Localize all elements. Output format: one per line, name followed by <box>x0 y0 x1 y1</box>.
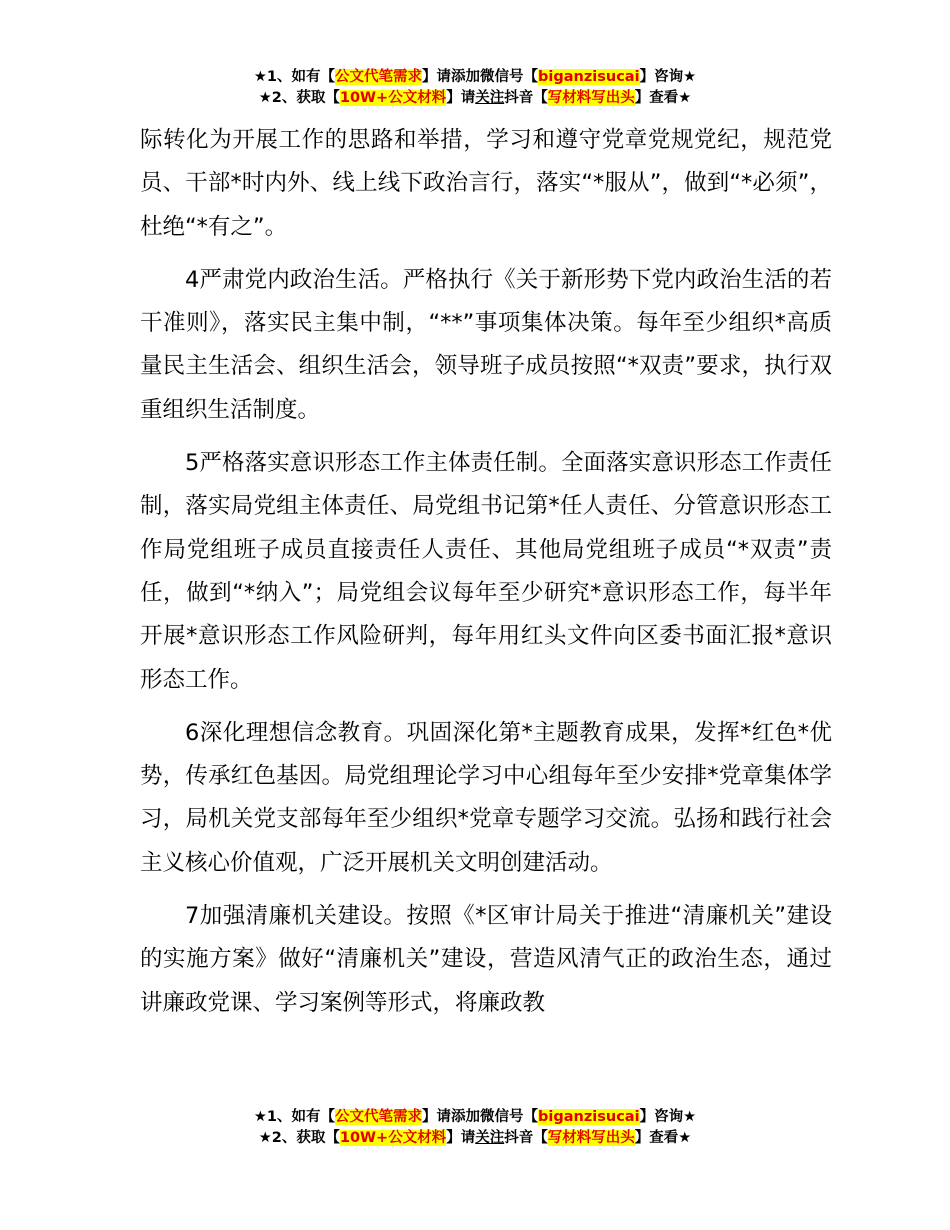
footer-highlight: 10W+公文材料 <box>339 1130 447 1146</box>
header-text: 】查看★ <box>634 90 692 106</box>
paragraph: 7加强清廉机关建设。按照《*区审计局关于推进“清廉机关”建设的实施方案》做好“清廉机关”建设，营造风清气正的政治生态，通过讲廉政党课、学习案例等形式，将廉政教 <box>140 903 832 1016</box>
header-underlined-text: 关注 <box>475 90 505 106</box>
header-wechat-id: biganzisucai <box>538 69 640 85</box>
footer-text: 】查看★ <box>634 1130 692 1146</box>
document-body <box>140 119 832 1035</box>
header-text: 】请添 <box>422 69 466 85</box>
footer-highlight: 公文代笔需求 <box>335 1109 423 1125</box>
footer-line-1 <box>0 1107 950 1128</box>
header-text: 】请 <box>446 90 476 106</box>
header-text: 微信号【 <box>480 69 539 85</box>
footer-text: 】咨询★ <box>639 1109 697 1125</box>
footer-text: ★2、获取【 <box>258 1130 340 1146</box>
header-highlight: 公文代笔需求 <box>335 69 423 85</box>
footer-text: 加 <box>465 1109 481 1125</box>
footer-wechat-id: biganzisucai <box>538 1109 640 1125</box>
footer-text: 】请添 <box>422 1109 466 1125</box>
header-highlight: 写材料写出头 <box>547 90 635 106</box>
footer-text: 抖音【 <box>504 1130 548 1146</box>
header-line-1 <box>0 67 950 88</box>
header-text: 】咨询★ <box>639 69 697 85</box>
footer-text: ★1、如有【 <box>253 1109 336 1125</box>
paragraph: 5严格落实意识形态工作主体责任制。全面落实意识形态工作责任制，落实局党组主体责任、局党组书记第*任人责任、分管意识形态工作局党组班子成员直接责任人责任、其他局党组班子成员“*双责”责任，做到“*纳入”；局党组会议每年至少研究*意识形态工作，每半年开展*意识形态工作风险研判，每年用红头文件向区委书面汇报*意识形态工作。 <box>140 450 832 693</box>
header-text: 加 <box>465 69 481 85</box>
header-text: ★1、如有【 <box>253 69 336 85</box>
footer-highlight: 写材料写出头 <box>547 1130 635 1146</box>
paragraph: 际转化为开展工作的思路和举措，学习和遵守党章党规党纪，规范党员、干部*时内外、线上线下政治言行，落实“*服从”，做到“*必须”，杜绝“*有之”。 <box>140 127 832 240</box>
header-text: ★2、获取【 <box>258 90 340 106</box>
header-text: 抖音【 <box>504 90 548 106</box>
footer-text: 】请 <box>446 1130 476 1146</box>
header-line-2 <box>0 88 950 109</box>
footer-banner <box>0 1107 950 1149</box>
paragraph: 6深化理想信念教育。巩固深化第*主题教育成果，发挥*红色*优势，传承红色基因。局党组理论学习中心组每年至少安排*党章集体学习，局机关党支部每年至少组织*党章专题学习交流。弘扬和践行社会主义核心价值观，广泛开展机关文明创建活动。 <box>140 719 832 876</box>
footer-text: 微信号【 <box>480 1109 539 1125</box>
header-highlight: 10W+公文材料 <box>339 90 447 106</box>
footer-line-2 <box>0 1128 950 1149</box>
footer-underlined-text: 关注 <box>475 1130 505 1146</box>
paragraph: 4严肃党内政治生活。严格执行《关于新形势下党内政治生活的若干准则》，落实民主集中制，“**”事项集体决策。每年至少组织*高质量民主生活会、组织生活会，领导班子成员按照“*双责”要求，执行双重组织生活制度。 <box>140 266 832 423</box>
header-banner <box>0 67 950 109</box>
